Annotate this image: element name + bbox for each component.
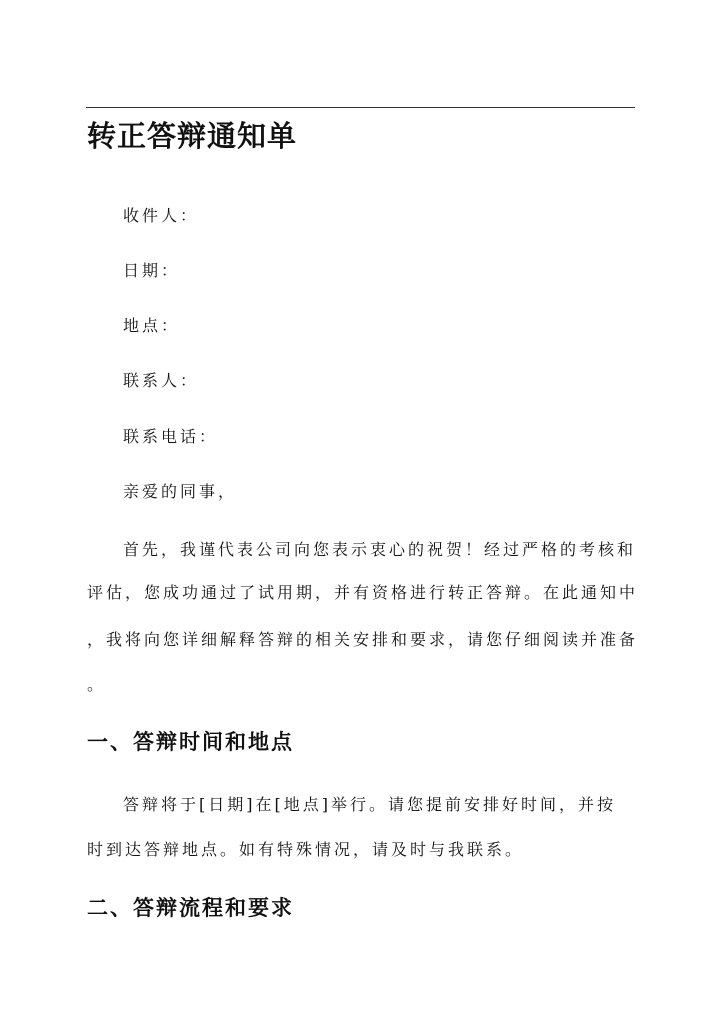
greeting: 亲爱的同事， — [123, 482, 238, 501]
contact-field: 联系人： — [123, 371, 200, 390]
date-field: 日期： — [123, 261, 181, 280]
phone-field: 联系电话： — [123, 427, 219, 446]
intro-line: 。 — [87, 675, 107, 694]
header-divider — [86, 107, 635, 108]
section-heading-process-requirements: 二、答辩流程和要求 — [87, 895, 294, 920]
section1-line: 时到达答辩地点。如有特殊情况，请及时与我联系。 — [87, 840, 525, 859]
recipient-field: 收件人： — [123, 206, 200, 225]
intro-line: 评估，您成功通过了试用期，并有资格进行转正答辩。在此通知中 — [87, 583, 639, 602]
intro-line: 首先，我谨代表公司向您表示衷心的祝贺！经过严格的考核和 — [123, 540, 637, 559]
location-field: 地点： — [123, 316, 181, 335]
intro-line: ，我将向您详细解释答辩的相关安排和要求，请您仔细阅读并准备 — [87, 630, 639, 649]
section1-line: 答辩将于[日期]在[地点]举行。请您提前安排好时间，并按 — [123, 795, 616, 814]
section-heading-time-location: 一、答辩时间和地点 — [87, 729, 294, 754]
document-title: 转正答辩通知单 — [87, 119, 298, 153]
